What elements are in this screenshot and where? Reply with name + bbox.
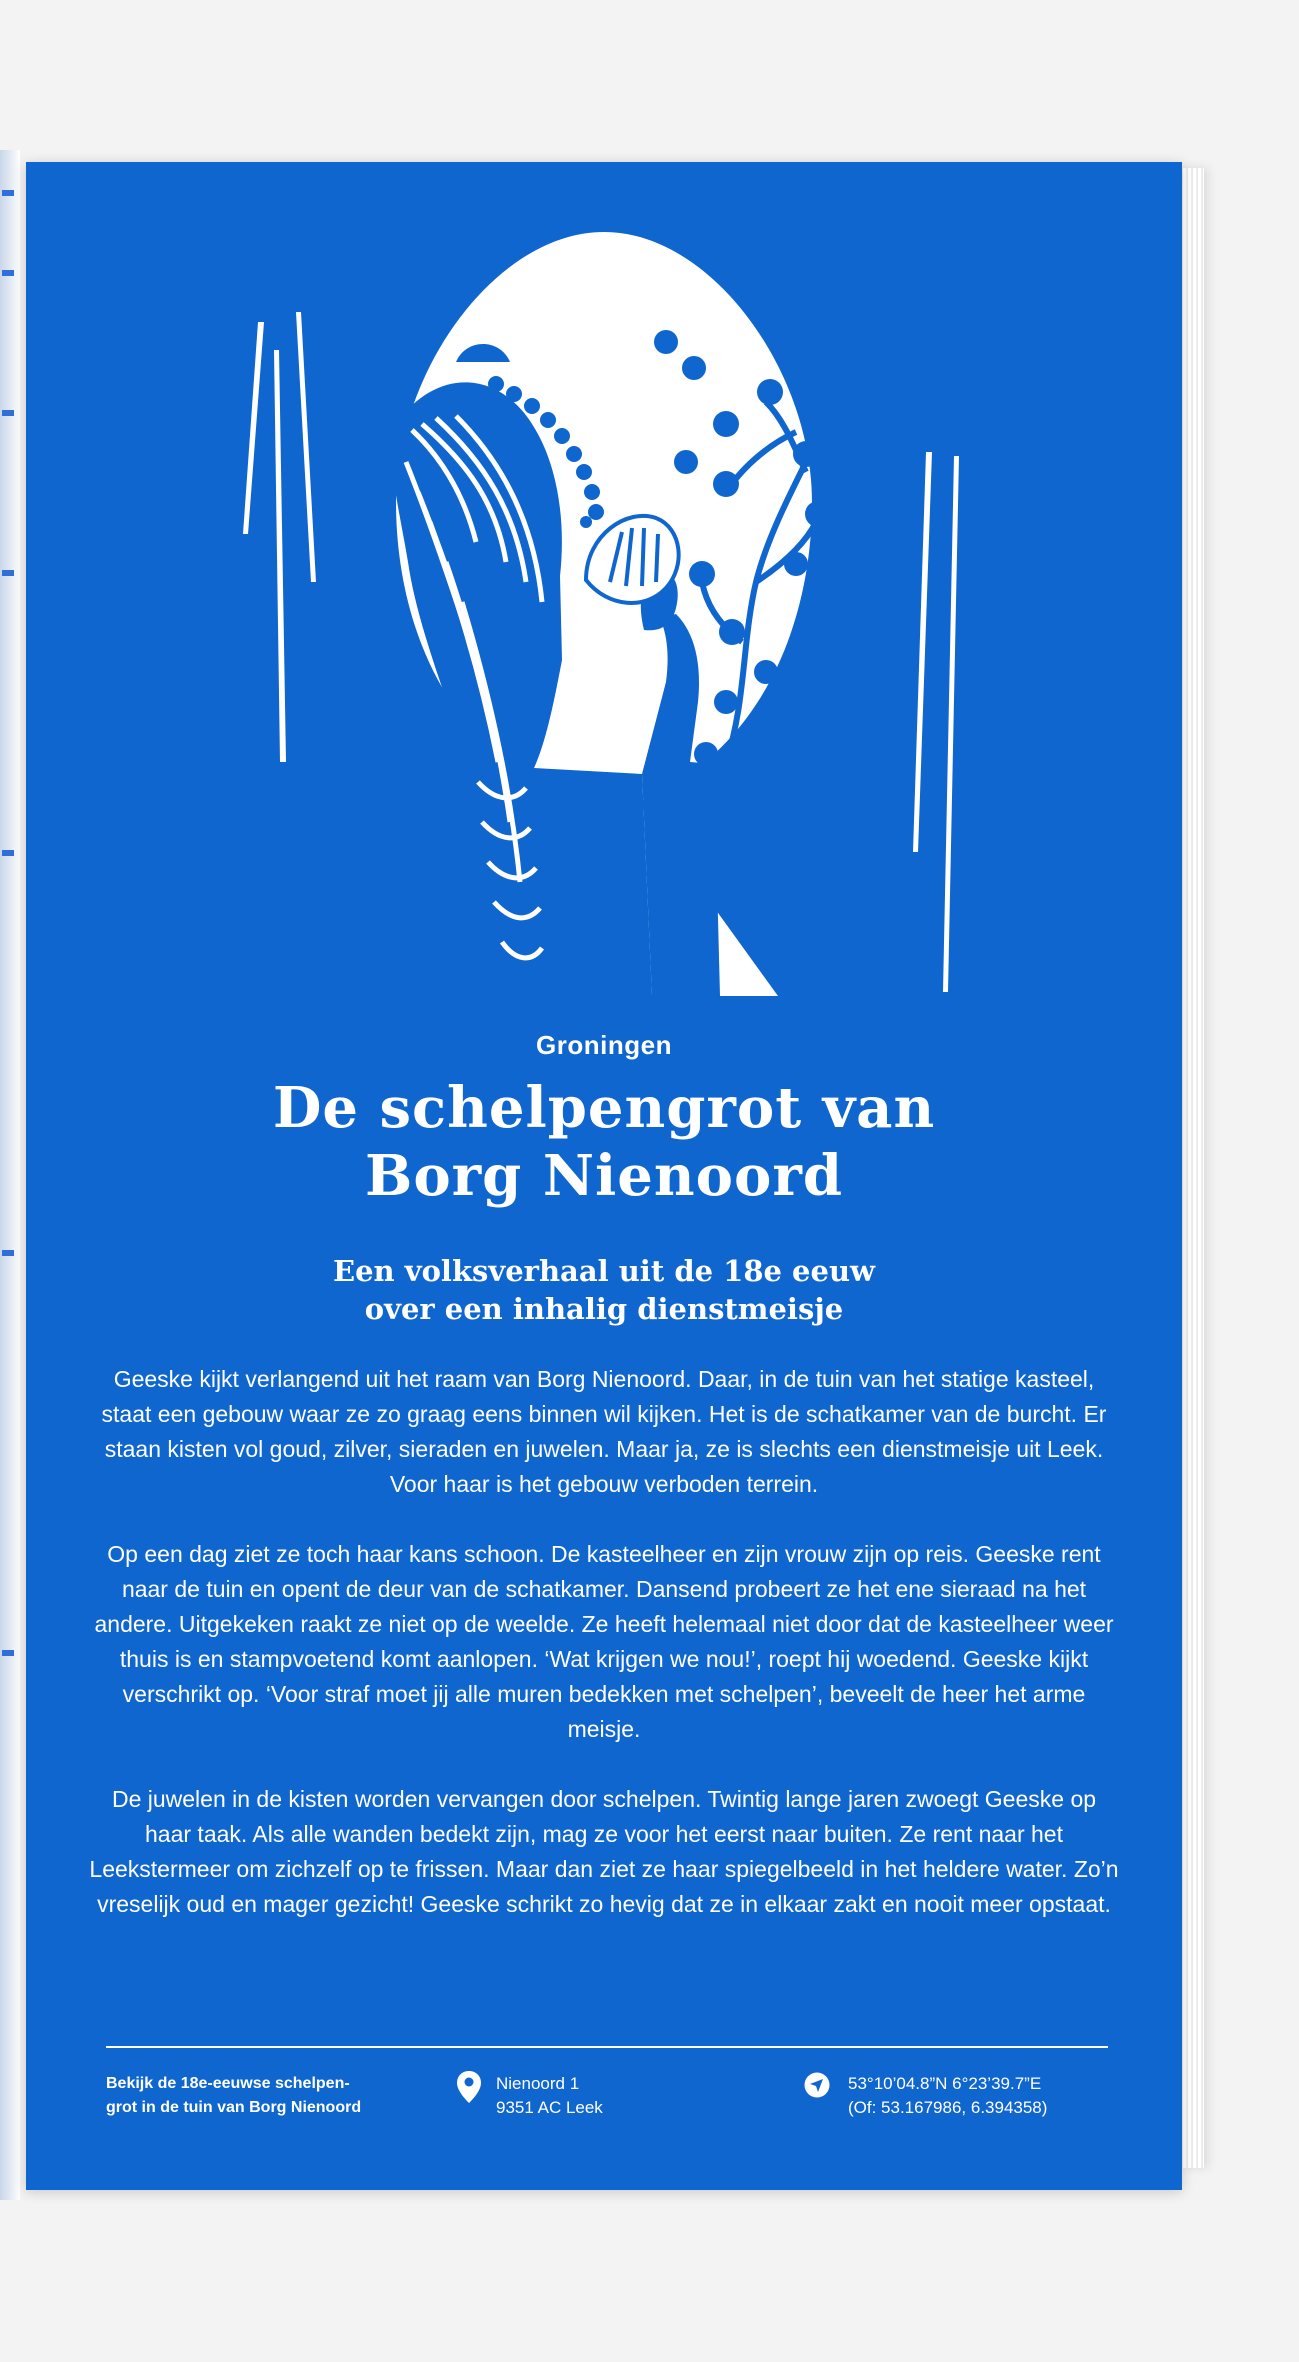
address [496, 2072, 603, 2120]
address-line: Nienoord 1 [496, 2074, 580, 2093]
region-label: Groningen [536, 1030, 672, 1060]
map-pin-icon [456, 2070, 482, 2104]
subtitle-line: Een volksverhaal uit de 18e eeuw [333, 1254, 875, 1288]
title-line: De schelpengrot van [272, 1075, 936, 1141]
footer-divider [106, 2046, 1108, 2048]
keyhole-girl-papercut-illustration [26, 162, 1182, 1012]
address-line: 9351 AC Leek [496, 2098, 603, 2117]
previous-pages-edge [0, 150, 20, 2200]
page-title [26, 1074, 1182, 1210]
coordinate-line: (Of: 53.167986, 6.394358) [848, 2098, 1048, 2117]
page-edge-mark [2, 1650, 14, 1656]
page-subtitle [26, 1252, 1182, 1328]
visit-note [106, 2072, 426, 2120]
visit-note-line: Bekijk de 18e-eeuwse schelpen- [106, 2075, 350, 2092]
footer-info [26, 2062, 1182, 2142]
story-paragraph: Geeske kijkt verlangend uit het raam van Borg Nienoord. Daar, in de tuin van het statige kasteel, staat een gebouw waar ze zo graag eens binnen wil kijken. Het is de schatkamer van de burcht. Er staan kisten vol goud, zilver, sieraden en juwelen. Maar ja, ze is slechts een dienstmeisje uit Leek. Voor haar is het gebouw verboden terrein. [101, 1366, 1107, 1497]
coordinate-line: 53°10’04.8”N 6°23’39.7”E [848, 2074, 1042, 2093]
navigation-arrow-icon [804, 2072, 830, 2098]
gps-coordinates [848, 2072, 1047, 2120]
page-edge-mark [2, 270, 14, 276]
story-paragraph: De juwelen in de kisten worden vervangen door schelpen. Twintig lange jaren zwoegt Geeske op haar taak. Als alle wanden bedekt zijn, mag ze voor het eerst naar buiten. Ze rent naar het Leekstermeer om zichzelf op te frissen. Maar dan ziet ze haar spiegelbeeld in het heldere water. Zo’n vreselijk oud en mager gezicht! Geeske schrikt zo hevig dat ze in elkaar zakt en nooit meer opstaat. [89, 1786, 1119, 1917]
visit-note-line: grot in de tuin van Borg Nienoord [106, 2099, 362, 2116]
story-text [86, 1362, 1122, 1957]
title-line: Borg Nienoord [364, 1143, 843, 1209]
page-edge-mark [2, 570, 14, 576]
page-edge-mark [2, 850, 14, 856]
page-edge-mark [2, 190, 14, 196]
page-edge-mark [2, 1250, 14, 1256]
story-paragraph: Op een dag ziet ze toch haar kans schoon. De kasteelheer en zijn vrouw zijn op reis. Geeske rent naar de tuin en opent de deur van de schatkamer. Dansend probeert ze het ene sieraad na het andere. Uitgekeken raakt ze niet op de weelde. Ze heeft helemaal niet door dat de kasteelheer weer thuis is en stampvoetend komt aanlopen. ‘Wat krijgen we nou!’, roept hij woedend. Geeske kijkt verschrikt op. ‘Voor straf moet jij alle muren bedekken met schelpen’, beveelt de heer het arme meisje. [94, 1541, 1114, 1742]
subtitle-line: over een inhalig dienstmeisje [364, 1292, 844, 1326]
magazine-page [26, 162, 1182, 2190]
page-edge-mark [2, 410, 14, 416]
